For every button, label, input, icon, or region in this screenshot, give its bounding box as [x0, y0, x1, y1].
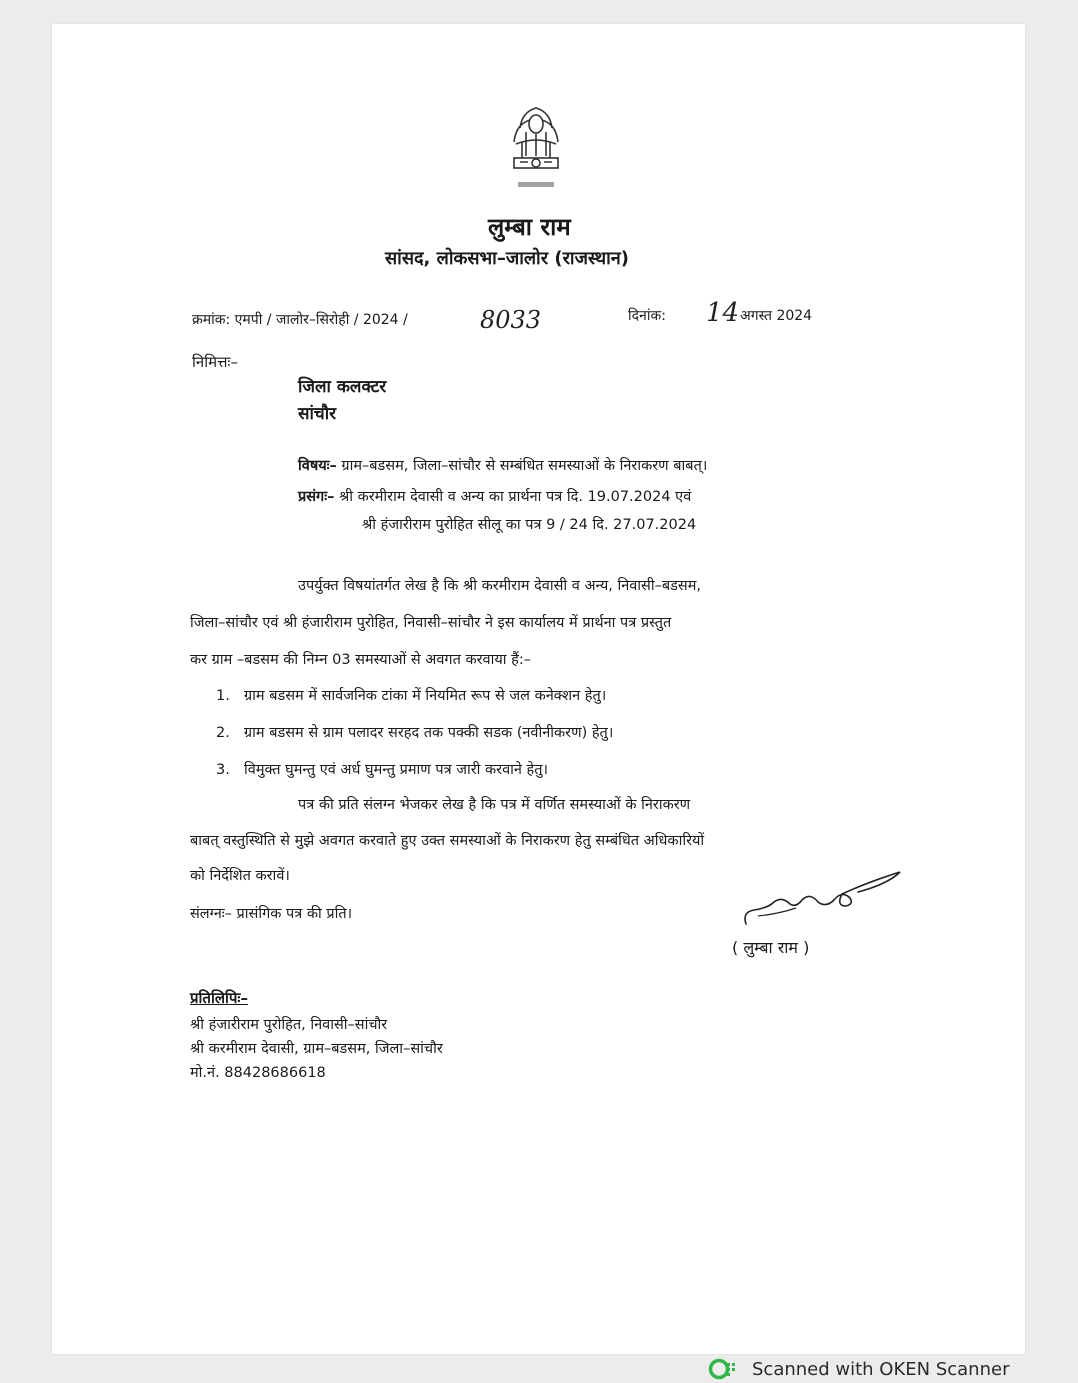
signatory-name: ( लुम्बा राम )	[732, 938, 810, 957]
date-month-year: अगस्त 2024	[740, 308, 813, 324]
date-day: 14	[706, 298, 740, 328]
list-number: 3.	[216, 762, 230, 778]
sender-designation: सांसद, लोकसभा–जालोर (राजस्थान)	[385, 248, 629, 269]
subject-label: विषयः–	[298, 458, 337, 474]
recipient-place: सांचौर	[298, 404, 337, 424]
list-text: विमुक्त घुमन्तु एवं अर्ध घुमन्तु प्रमाण पत्र जारी करवाने हेतु।	[244, 762, 549, 778]
prasang-text-1: श्री करमीराम देवासी व अन्य का प्रार्थना पत्र दि. 19.07.2024 एवं	[339, 489, 692, 505]
state-emblem-icon	[500, 98, 572, 196]
copy-line-3: मो.नं. 88428686618	[190, 1065, 326, 1081]
nimitt-label: निमित्तः–	[192, 353, 238, 371]
prasang-text-2: श्री हंजारीराम पुरोहित सीलू का पत्र 9 / 24 दि. 27.07.2024	[362, 517, 697, 533]
list-number: 2.	[216, 725, 230, 741]
para2-line3: को निर्देशित करावें।	[190, 868, 290, 884]
para1-line3: कर ग्राम –बडसम की निम्न 03 समस्याओं से अवगत करवाया हैं:–	[190, 652, 531, 668]
list-item	[216, 685, 606, 705]
signature-icon	[738, 864, 904, 934]
list-text: ग्राम बडसम में सार्वजनिक टांका में नियमित रूप से जल कनेक्शन हेतु।	[244, 688, 607, 704]
prasang-label: प्रसंगः–	[298, 489, 335, 505]
sender-name: लुम्बा राम	[488, 213, 571, 241]
para1-line2: जिला–सांचौर एवं श्री हंजारीराम पुरोहित, निवासी–सांचौर ने इस कार्यालय में प्रार्थना पत्र प्रस्तुत	[190, 615, 672, 631]
list-item	[216, 759, 548, 779]
reference-line-1	[298, 486, 691, 506]
reference-number: 8033	[480, 306, 542, 334]
copy-line-1: श्री हंजारीराम पुरोहित, निवासी–सांचौर	[190, 1017, 388, 1033]
date-label: दिनांक:	[628, 308, 666, 324]
reference-prefix: क्रमांक: एमपी / जालोर–सिरोही / 2024 /	[192, 312, 408, 328]
enclosure-line: संलग्नः– प्रासंगिक पत्र की प्रति।	[190, 906, 353, 922]
subject-text: ग्राम–बडसम, जिला–सांचौर से सम्बंधित समस्याओं के निराकरण बाबत्।	[341, 458, 708, 474]
copy-line-2: श्री करमीराम देवासी, ग्राम–बडसम, जिला–सांचौर	[190, 1041, 443, 1057]
recipient-title: जिला कलक्टर	[298, 377, 387, 397]
scanner-text: Scanned with OKEN Scanner	[752, 1358, 1010, 1380]
subject-line	[298, 455, 707, 475]
para1-line1: उपर्युक्त विषयांतर्गत लेख है कि श्री करमीराम देवासी व अन्य, निवासी–बडसम,	[298, 578, 701, 594]
oken-logo-icon	[708, 1358, 740, 1380]
list-item	[216, 722, 613, 742]
scanner-watermark	[708, 1356, 1009, 1382]
list-text: ग्राम बडसम से ग्राम पलादर सरहद तक पक्की सडक (नवीनीकरण) हेतु।	[244, 725, 614, 741]
para2-line1: पत्र की प्रति संलग्न भेजकर लेख है कि पत्र में वर्णित समस्याओं के निराकरण	[298, 797, 691, 813]
copy-title: प्रतिलिपिः–	[190, 989, 248, 1007]
list-number: 1.	[216, 688, 230, 704]
para2-line2: बाबत् वस्तुस्थिति से मुझे अवगत करवाते हुए उक्त समस्याओं के निराकरण हेतु सम्बंधित अधिकारियों	[190, 833, 705, 849]
